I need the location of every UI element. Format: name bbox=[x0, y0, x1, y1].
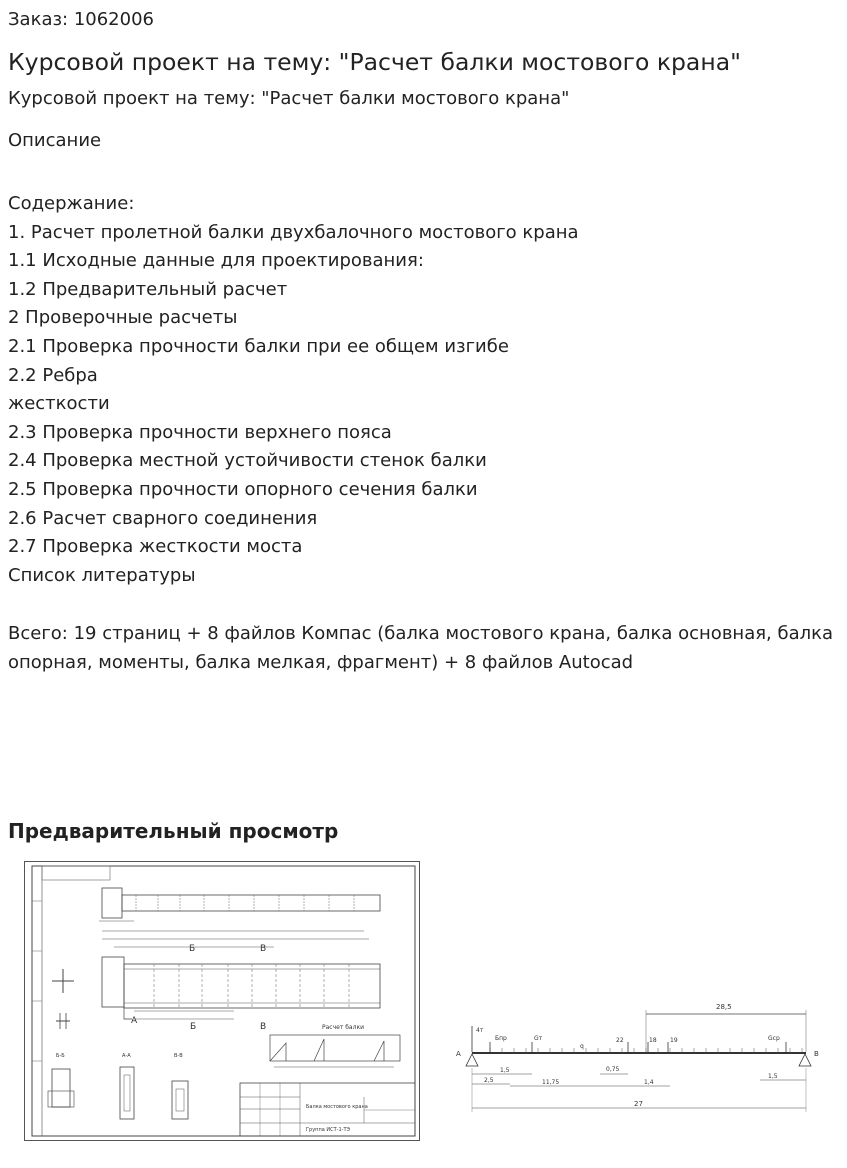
top-dimension: 28,5 bbox=[716, 1003, 732, 1011]
load-label: Gт bbox=[534, 1035, 543, 1042]
toc-item: 2.5 Проверка прочности опорного сечения балки bbox=[8, 478, 478, 500]
bottom-dimension: 2,5 bbox=[484, 1077, 494, 1084]
left-load: 4т bbox=[476, 1027, 484, 1034]
toc-item: 2.7 Проверка жесткости моста bbox=[8, 536, 303, 558]
load-label: 22 bbox=[616, 1037, 624, 1044]
bottom-dimension: 1,4 bbox=[644, 1079, 654, 1086]
bottom-dimension: 1,5 bbox=[500, 1067, 510, 1074]
view-label: В-В bbox=[174, 1053, 183, 1059]
bottom-dimension: 0,75 bbox=[606, 1066, 620, 1073]
beam-diagram-image bbox=[450, 996, 826, 1122]
view-label: А-А bbox=[122, 1053, 131, 1059]
toc-item: 2.2 Ребра bbox=[8, 364, 98, 386]
load-label: q bbox=[580, 1043, 584, 1050]
toc-item: 1.1 Исходные данные для проектирования: bbox=[8, 250, 424, 272]
toc-item: 1.2 Предварительный расчет bbox=[8, 278, 288, 300]
toc-item: жесткости bbox=[8, 393, 110, 415]
section-label: Б bbox=[189, 944, 196, 954]
toc-item: 2.6 Расчет сварного соединения bbox=[8, 507, 318, 529]
load-label: Бпр bbox=[495, 1035, 507, 1042]
section-label: В bbox=[260, 944, 267, 954]
section-label: В bbox=[260, 1022, 267, 1032]
right-support-label: B bbox=[814, 1050, 819, 1058]
load-label: Gср bbox=[768, 1035, 780, 1042]
toc-item: 1. Расчет пролетной балки двухбалочного мостового крана bbox=[8, 221, 579, 243]
drawing-sheet-image bbox=[24, 861, 420, 1141]
stamp-group: Группа ИСТ-1-ТЭ bbox=[306, 1127, 350, 1133]
page-subtitle: Курсовой проект на тему: "Расчет балки мостового крана" bbox=[8, 88, 570, 109]
epure-label: Расчет балки bbox=[322, 1024, 364, 1031]
page-title: Курсовой проект на тему: "Расчет балки мостового крана" bbox=[8, 48, 741, 76]
toc-item: Список литературы bbox=[8, 564, 196, 586]
toc-item: 2.4 Проверка местной устойчивости стенок балки bbox=[8, 450, 487, 472]
toc-item: 2 Проверочные расчеты bbox=[8, 307, 238, 329]
load-label: 18 bbox=[649, 1037, 657, 1044]
table-of-contents bbox=[8, 192, 579, 592]
section-label: Б bbox=[190, 1022, 197, 1032]
view-label: Б-Б bbox=[56, 1053, 65, 1059]
bottom-dimension: 11,75 bbox=[542, 1079, 560, 1086]
drawing-sheet-preview[interactable] bbox=[24, 861, 420, 1141]
toc-item: 2.3 Проверка прочности верхнего пояса bbox=[8, 421, 392, 443]
summary-text: Всего: 19 страниц + 8 файлов Компас (балка мостового крана, балка основная, балка опорная, моменты, балка мелкая, фрагмент) + 8 файлов Autocad bbox=[8, 623, 834, 673]
toc-item: Содержание: bbox=[8, 193, 135, 214]
beam-load-diagram[interactable] bbox=[450, 996, 826, 1122]
load-label: 19 bbox=[670, 1037, 678, 1044]
toc-item: 2.1 Проверка прочности балки при ее общем изгибе bbox=[8, 335, 509, 357]
bottom-dimension: 1,5 bbox=[768, 1073, 778, 1080]
order-number: Заказ: 1062006 bbox=[8, 9, 154, 30]
section-label: А bbox=[131, 1016, 138, 1026]
total-dimension: 27 bbox=[634, 1100, 643, 1108]
preview-heading: Предварительный просмотр bbox=[8, 819, 339, 843]
stamp-title: Балка мостового крана bbox=[306, 1104, 368, 1110]
description-heading: Описание bbox=[8, 130, 102, 151]
left-support-label: A bbox=[456, 1050, 461, 1058]
